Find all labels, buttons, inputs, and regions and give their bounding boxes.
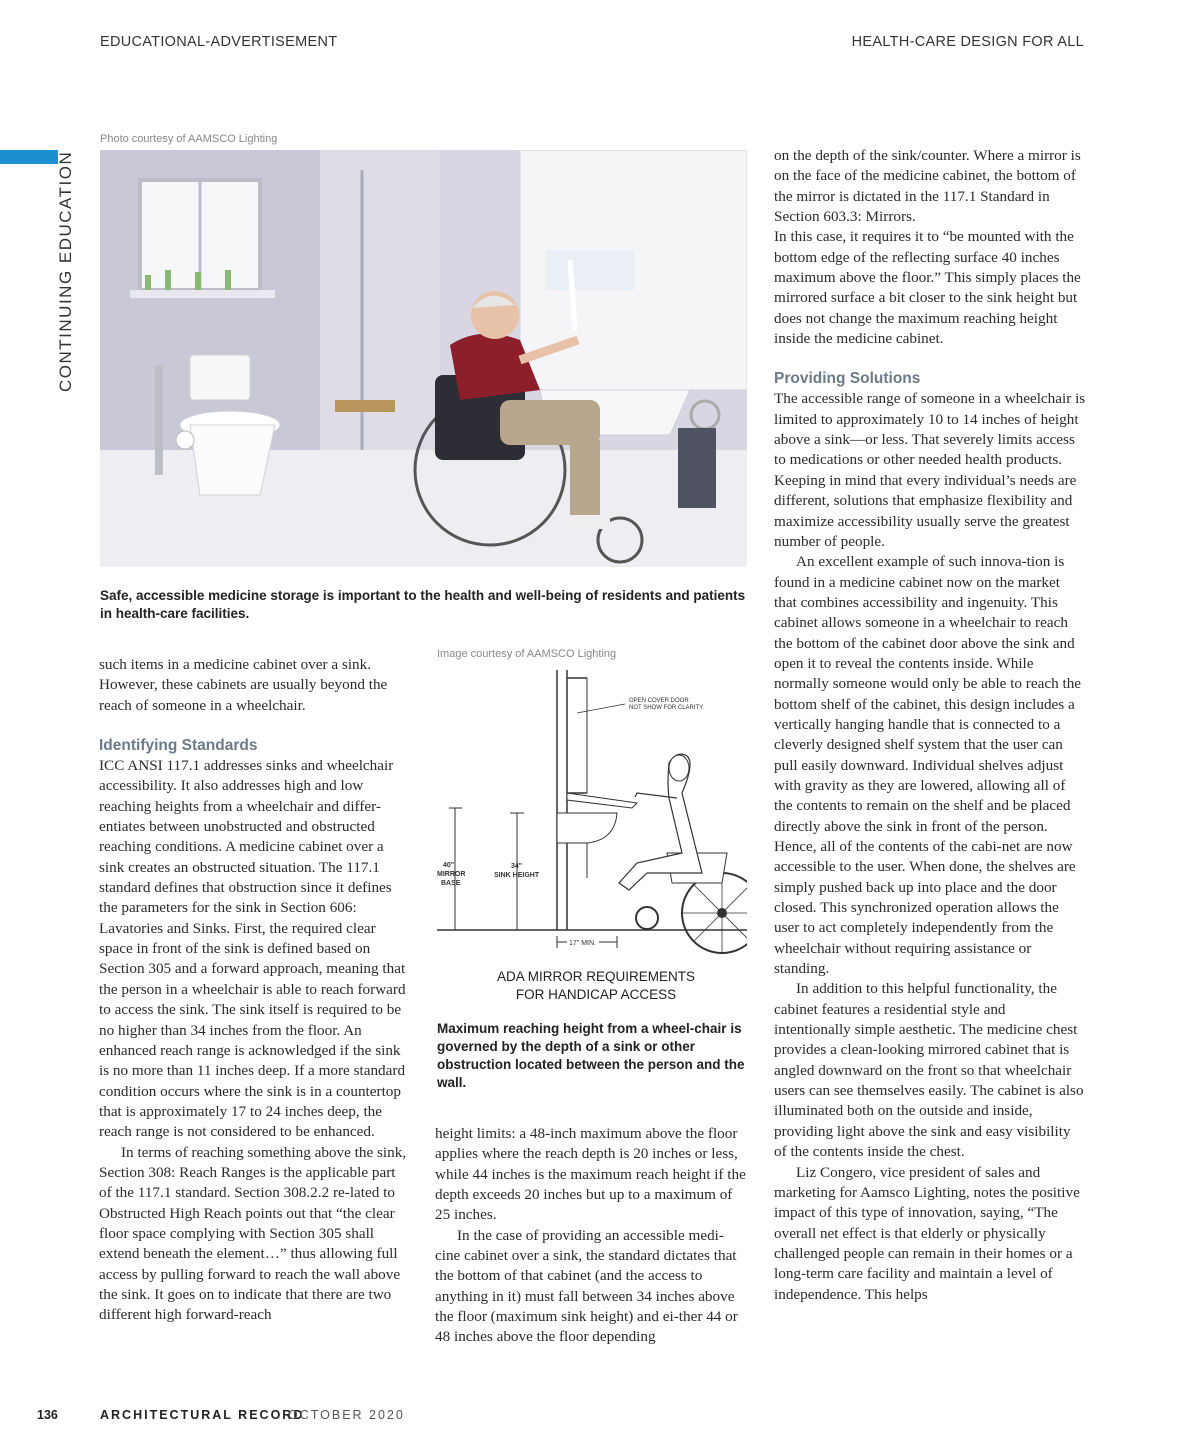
diagram-credit: Image courtesy of AAMSCO Lighting (437, 648, 617, 660)
bathroom-illustration (100, 150, 747, 567)
diagram-note-line2: NOT SHOW FOR CLARITY (629, 705, 704, 711)
col2-paragraph-1: height limits: a 48-inch maximum above the floor applies where the reach depth is 20 inches or less, while 44 inches is the maximum reach height if the depth exceeds 20 inches but up to a maximum of 25 inches. (435, 1125, 746, 1224)
col1-paragraph-2: ICC ANSI 117.1 addresses sinks and wheelchair accessibility. It also addresses high and low reaching heights from a wheelchair and differ-entiates between unobstructed and obstructed reaching conditions. A medicine cabinet over a sink creates an obstructed situation. The 117.1 standard defines that obstruction since it defines the parameters for the sink in Section 606: Lavatories and Sinks. First, the required clear space in front of the sink is defined based on Section 305 and a forward approach, meaning that the person in a wheelchair is able to reach forward to access the sink. The sink itself is required to be no higher than 34 inches from the floor. An enhanced reach range is acknowledged if the sink is no more than 11 inches deep. If a more standard condition occurs where the sink is in a countertop that is approximately 17 to 24 inches deep, the reach range is not considered to be enhanced. (99, 757, 406, 1141)
ada-mirror-diagram (437, 668, 747, 958)
header-left-label: EDUCATIONAL-ADVERTISEMENT (100, 34, 338, 50)
col2-paragraph-2: In the case of providing an accessible medi-cine cabinet over a sink, the standard dictates that the bottom of that cabinet (and the access to anything in it) must fall between 34 inches above the floor (maximum sink height) and ei-ther 44 or 48 inches above the floor depending (435, 1226, 738, 1346)
col3-paragraph-2: The accessible range of someone in a wheelchair is limited to approximately 10 to 14 inches of height above a sink—or less. That severely limits access to medications or other needed health products. Keeping in mind that every individual’s needs are different, solutions that emphasize flexibility and maximize accessibility usually serve the greatest number of people. (774, 390, 1086, 550)
col3-paragraph-1b: In this case, it requires it to “be mounted with the bottom edge of the reflecting surface 40 inches maximum above the floor.” This simply places the mirrored surface a bit closer to the sink height but does not change the maximum reaching height inside the medicine cabinet. (774, 228, 1081, 348)
diagram-label-base: BASE (441, 880, 461, 887)
diagram-label-mirror: MIRROR (437, 871, 466, 878)
sidebar-section-label: CONTINUING EDUCATION (56, 150, 75, 392)
diagram-caption: Maximum reaching height from a wheel-chair is governed by the depth of a sink or other obstruction located between the person and the wall. (437, 1021, 745, 1090)
col1-paragraph-3: In terms of reaching something above the sink, Section 308: Reach Ranges is the applicable part of the 117.1 standard. Section 308.2.2 re-lated to Obstructed High Reach points out that “the clear floor space complying with Section 305 shall extend beneath the element…” thus allowing full access by pulling forward to reach the wall above the sink. It goes on to indicate that there are two different high forward-reach (99, 1143, 407, 1324)
col1-paragraph-1: such items in a medicine cabinet over a sink. However, these cabinets are usually beyond the reach of someone in a wheelchair. (99, 656, 388, 714)
column-left (99, 655, 411, 1326)
diagram-label-min-depth: 17" MIN. (569, 940, 596, 947)
column-right (774, 146, 1086, 1305)
issue-date: OCTOBER 2020 (288, 1408, 405, 1422)
header-right-label: HEALTH-CARE DESIGN FOR ALL (851, 34, 1084, 50)
diagram-title-line2: FOR HANDICAP ACCESS (515, 987, 677, 1002)
diagram-label-sink-height: SINK HEIGHT (494, 872, 540, 879)
heading-identifying-standards: Identifying Standards (99, 737, 258, 755)
diagram-label-sink-height-value: 34" (511, 863, 523, 870)
bathroom-photo (100, 150, 747, 567)
heading-providing-solutions: Providing Solutions (774, 370, 921, 388)
photo-caption: Safe, accessible medicine storage is important to the health and well-being of residents and patients in health-care facilities. (100, 588, 746, 621)
magazine-name: ARCHITECTURAL RECORD (100, 1408, 305, 1422)
col3-paragraph-3: An excellent example of such innova-tion is found in a medicine cabinet now on the market that combines accessibility and ingenuity. This cabinet allows someone in a wheelchair to reach the bottom of the cabinet door above the sink and open it to reveal the contents inside. While normally someone would only be able to reach the bottom shelf of the cabinet, this design includes a vertically hanging handle that is connected to a cleverly designed shelf system that the user can pull easily downward. Individual shelves adjust with gravity as they are lowered, allowing all of the contents to remain on the shelf and be placed directly above the sink in front of the person. Hence, all of the contents of the cabi-net are now accessible to the user. When done, the shelves are simply pushed back up into place and the door closed. This synchronized operation allows the user to act completely independently from the wheelchair without requiring assistance or standing. (774, 553, 1082, 978)
diagram-title (437, 968, 755, 1004)
diagram-label-mirror-height: 40" (443, 862, 455, 869)
page-number: 136 (37, 1408, 58, 1422)
column-middle (435, 1124, 747, 1348)
col3-paragraph-4: In addition to this helpful functionality, the cabinet features a residential style and intentionally simple aesthetic. The medicine chest provides a clean-looking mirrored cabinet that is angled downward on the front so that wheelchair users can see themselves easily. The cabinet is also illuminated both on the outside and inside, providing light above the sink and easy visibility of the contents inside the chest. (774, 980, 1084, 1161)
col3-paragraph-1: on the depth of the sink/counter. Where a mirror is on the face of the medicine cabinet, the bottom of the mirror is dictated in the 117.1 Standard in Section 603.3: Mirrors. (774, 147, 1081, 226)
col3-paragraph-5: Liz Congero, vice president of sales and marketing for Aamsco Lighting, notes the positive impact of this type of innovation, saying, “The overall net effect is that elderly or physically challenged people can remain in their homes or a long-term care facility and maintain a level of independence. This helps (774, 1163, 1080, 1303)
sidebar-accent-bar (0, 150, 58, 164)
photo-credit: Photo courtesy of AAMSCO Lighting (100, 133, 278, 145)
diagram-title-line1: ADA MIRROR REQUIREMENTS (496, 969, 696, 984)
diagram-note-line1: OPEN COVER DOOR (629, 698, 689, 704)
